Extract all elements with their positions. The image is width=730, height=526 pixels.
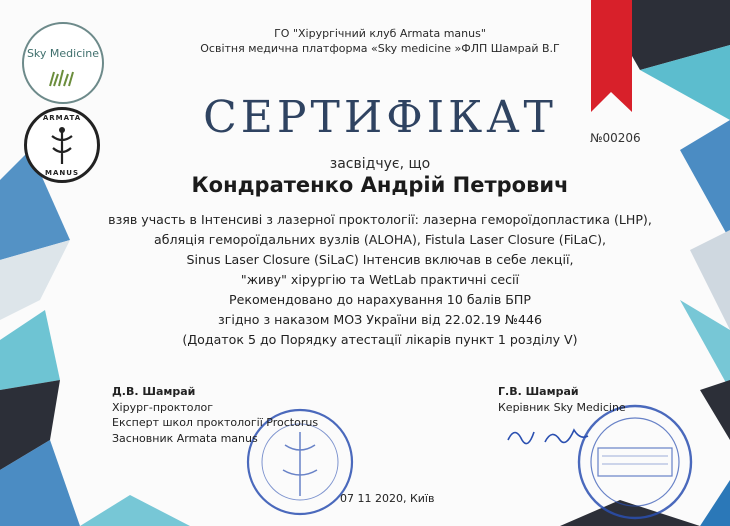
sky-medicine-logo: [22, 22, 104, 104]
signature-block-left: [112, 384, 318, 446]
body-line: абляція гемороїдальних вузлів (ALOHA), Fistula Laser Closure (FiLaC),: [154, 232, 606, 247]
certificate-title: СЕРТИФІКАТ: [203, 92, 557, 143]
body-line: Рекомендовано до нарахування 10 балів БПР: [229, 292, 531, 307]
signer-right-name: Г.В. Шамрай: [498, 385, 579, 398]
sky-medicine-logo-text: Sky Medicine: [26, 47, 100, 60]
body-line: взяв участь в Інтенсиві з лазерної проктології: лазерна гемороїдопластика (LHP),: [108, 212, 652, 227]
shard-blue-bottom-right: [700, 480, 730, 526]
body-line: Sinus Laser Closure (SiLaC) Інтенсив включав в себе лекції,: [186, 252, 574, 267]
confirms-text: засвідчує, що: [329, 156, 431, 172]
certificate-body: [70, 210, 690, 350]
sky-medicine-stamp: [579, 406, 691, 518]
organization-line-2: Освітня медична платформа «Sky medicine »ФЛП Шамрай В.Г: [200, 42, 560, 55]
armata-logo-bottom-text: MANUS: [45, 169, 79, 177]
signer-left-name: Д.В. Шамрай: [112, 385, 196, 398]
signer-left-role-1: Хірург-проктолог: [112, 400, 214, 414]
signature-right: [508, 430, 588, 444]
shard-teal-left: [0, 310, 60, 390]
signer-left-role-3: Засновник Armata manus: [112, 431, 258, 445]
signer-right-role-1: Керівник Sky Medicine: [498, 400, 626, 414]
body-line: "живу" хірургію та WetLab практичні сесії: [240, 272, 520, 287]
shard-dark-bottom: [560, 500, 700, 526]
issue-date: 07 11 2020, Київ: [340, 492, 435, 505]
recipient-name: Кондратенко Андрій Петрович: [191, 173, 569, 197]
shard-teal-bottom: [80, 495, 190, 526]
signature-block-right: [498, 384, 626, 415]
armata-manus-logo: [24, 107, 100, 183]
certificate-number: №00206: [590, 131, 641, 145]
caduceus-icon: [46, 126, 78, 166]
signer-left-role-2: Експерт школ проктології Proctorus: [112, 416, 319, 429]
body-line: згідно з наказом МОЗ України від 22.02.19 №446: [218, 312, 542, 327]
body-line: (Додаток 5 до Порядку атестації лікарів пункт 1 розділу V): [182, 332, 578, 347]
shard-dark-right: [700, 380, 730, 440]
leaf-icon: [46, 68, 80, 88]
organization-line-1: ГО "Хірургічний клуб Armata manus": [274, 27, 486, 40]
armata-logo-top-text: ARMATA: [42, 114, 82, 122]
